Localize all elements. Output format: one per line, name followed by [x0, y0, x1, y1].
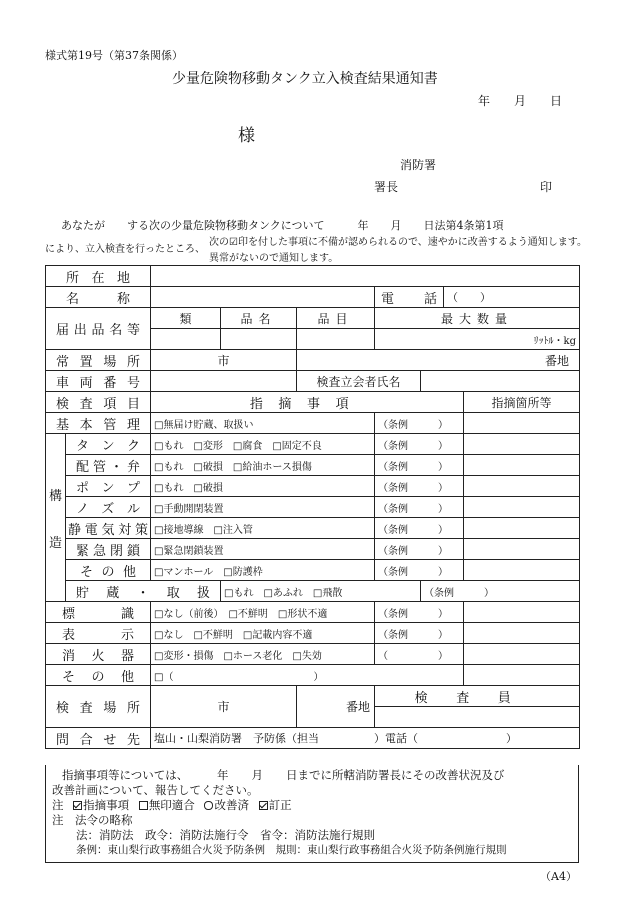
row-items-pump[interactable]: □もれ □破損 — [151, 476, 375, 497]
row-items-emergency[interactable]: □緊急閉鎖装置 — [151, 539, 375, 560]
unit-label: ﾘｯﾄﾙ・kg — [375, 329, 580, 350]
place-display[interactable] — [464, 623, 580, 644]
parking-banchi: 番地 — [297, 350, 580, 371]
row-label-storage: 貯蔵・取扱 — [66, 581, 221, 602]
intro-line-2-left: により、立入検査を行ったところ、 — [45, 244, 205, 255]
phone-paren: （ ） — [447, 291, 492, 304]
vehicle-no-value[interactable] — [151, 371, 297, 392]
row-label-pump: ポンプ — [66, 476, 151, 497]
location-label: 所在地 — [46, 266, 151, 287]
improved-box-icon — [204, 801, 213, 810]
row-label-static: 静電気対策 — [66, 518, 151, 539]
intro-line-2-right-b: 異常がないので通知します。 — [209, 253, 339, 264]
findings-header: 指摘事項 — [151, 392, 464, 413]
row-items-nozzle[interactable]: □手動開閉装置 — [151, 497, 375, 518]
inspection-form-table — [45, 265, 580, 749]
jorei-nozzle: （条例 ） — [375, 497, 464, 518]
contact-value: 塩山・山梨消防署 予防係（担当 ）電話（ ） — [151, 728, 580, 749]
row-items-other[interactable]: □（ ） — [151, 665, 464, 686]
abbr-line-2: 条例：東山梨行政事務組合火災予防条例 規則：東山梨行政事務組合火災予防条例施行規則 — [76, 844, 507, 856]
col-product: 品名 — [221, 308, 297, 329]
row-items-display[interactable]: □なし □不鮮明 □記載内容不適 — [151, 623, 375, 644]
jorei-storage: （条例 ） — [421, 581, 580, 602]
col-type: 類 — [151, 308, 221, 329]
legend-line: 注 指摘事項 無印適合 改善済 訂正 — [52, 798, 292, 812]
abbr-line-1: 法：消防法 政令：消防法施行令 省令：消防法施行規則 — [76, 828, 375, 842]
finding-place-header: 指摘箇所等 — [464, 392, 580, 413]
name-label: 名称 — [46, 287, 151, 308]
intro-line-2-right-a: 次の☑印を付した事項に不備が認められるので、速やかに改善するよう通知します。 — [209, 237, 587, 248]
vehicle-no-label: 車両番号 — [46, 371, 151, 392]
jorei-sign: （条例 ） — [375, 602, 464, 623]
contact-label: 問合せ先 — [46, 728, 151, 749]
place-nozzle[interactable] — [464, 497, 580, 518]
insp-place-banchi: 番地 — [297, 686, 375, 728]
place-sign[interactable] — [464, 602, 580, 623]
notes-line-2: 改善計画について、報告してください。 — [52, 783, 259, 797]
place-piping[interactable] — [464, 455, 580, 476]
paren-extinguisher: （ ） — [375, 644, 464, 665]
jorei-display: （条例 ） — [375, 623, 464, 644]
insp-place-city: 市 — [151, 686, 297, 728]
intro-line-1: あなたが する次の少量危険物移動タンクについて 年 月 日法第4条第1項 — [61, 219, 504, 232]
row-items-static[interactable]: □接地導線 □注入管 — [151, 518, 375, 539]
row-label-emergency: 緊急閉鎖 — [66, 539, 151, 560]
row-items-sign[interactable]: □なし（前後） □不鮮明 □形状不適 — [151, 602, 375, 623]
row-label-other: その他 — [46, 665, 151, 686]
row-items-struct-other[interactable]: □マンホール □防護枠 — [151, 560, 375, 581]
phone-value[interactable] — [444, 287, 580, 308]
chief-label: 署長 — [374, 180, 399, 194]
jorei-piping: （条例 ） — [375, 455, 464, 476]
document-title: 少量危険物移動タンク立入検査結果通知書 — [172, 71, 438, 87]
insp-item-header: 検査項目 — [46, 392, 151, 413]
place-other[interactable] — [464, 665, 580, 686]
jorei-pump: （条例 ） — [375, 476, 464, 497]
notes-box — [45, 765, 579, 863]
row-label-basic: 基本管理 — [46, 413, 151, 434]
location-value[interactable] — [151, 266, 580, 287]
witness-label: 検査立会者氏名 — [297, 371, 421, 392]
place-pump[interactable] — [464, 476, 580, 497]
row-items-extinguisher[interactable]: □変形・損傷 □ホース老化 □失効 — [151, 644, 375, 665]
insp-place-label: 検査場所 — [46, 686, 151, 728]
jorei-basic: （条例 ） — [375, 413, 464, 434]
place-struct-other[interactable] — [464, 560, 580, 581]
parking-label: 常置場所 — [46, 350, 151, 371]
place-tank[interactable] — [464, 434, 580, 455]
row-items-storage[interactable]: □もれ □あふれ □飛散 — [221, 581, 421, 602]
notes-line-1: 指摘事項等については、 年 月 日までに所轄消防署長にその改善状況及び — [62, 768, 505, 782]
place-static[interactable] — [464, 518, 580, 539]
witness-value[interactable] — [421, 371, 580, 392]
row-label-struct-other: その他 — [66, 560, 151, 581]
abbr-title: 注 法令の略称 — [52, 813, 133, 827]
type-value[interactable] — [151, 329, 221, 350]
phone-label: 電話 — [375, 287, 444, 308]
col-maxqty: 最大数量 — [375, 308, 580, 329]
seal-mark: 印 — [540, 180, 553, 194]
row-label-display: 表示 — [46, 623, 151, 644]
place-emergency[interactable] — [464, 539, 580, 560]
jorei-struct-other: （条例 ） — [375, 560, 464, 581]
item-value[interactable] — [297, 329, 375, 350]
row-label-extinguisher: 消火器 — [46, 644, 151, 665]
place-extinguisher[interactable] — [464, 644, 580, 665]
corrected-box-icon — [259, 801, 268, 810]
row-items-tank[interactable]: □もれ □変形 □腐食 □固定不良 — [151, 434, 375, 455]
parking-city: 市 — [151, 350, 297, 371]
empty-box-icon — [139, 801, 148, 810]
inspector-label: 検査員 — [375, 686, 580, 707]
row-items-basic[interactable]: □無届け貯蔵、取扱い — [151, 413, 375, 434]
reg-name-label: 届出品名等 — [46, 308, 151, 350]
jorei-static: （条例 ） — [375, 518, 464, 539]
paper-size: （A4） — [540, 870, 577, 883]
jorei-emergency: （条例 ） — [375, 539, 464, 560]
row-label-piping: 配管・弁 — [66, 455, 151, 476]
addressee-sama: 様 — [238, 126, 255, 146]
col-item: 品目 — [297, 308, 375, 329]
name-value[interactable] — [151, 287, 375, 308]
jorei-tank: （条例 ） — [375, 434, 464, 455]
row-label-tank: タンク — [66, 434, 151, 455]
inspector-value[interactable] — [375, 707, 580, 728]
issue-date: 年 月 日 — [478, 94, 563, 108]
checked-box-icon — [73, 801, 82, 810]
row-items-piping[interactable]: □もれ □破損 □給油ホース損傷 — [151, 455, 375, 476]
row-label-sign: 標識 — [46, 602, 151, 623]
form-number: 様式第19号（第37条関係） — [45, 49, 183, 62]
place-basic[interactable] — [464, 413, 580, 434]
row-label-nozzle: ノズル — [66, 497, 151, 518]
kozo-group-label: 構 造 — [46, 434, 66, 602]
fire-station-label: 消防署 — [400, 158, 437, 172]
product-value[interactable] — [221, 329, 297, 350]
